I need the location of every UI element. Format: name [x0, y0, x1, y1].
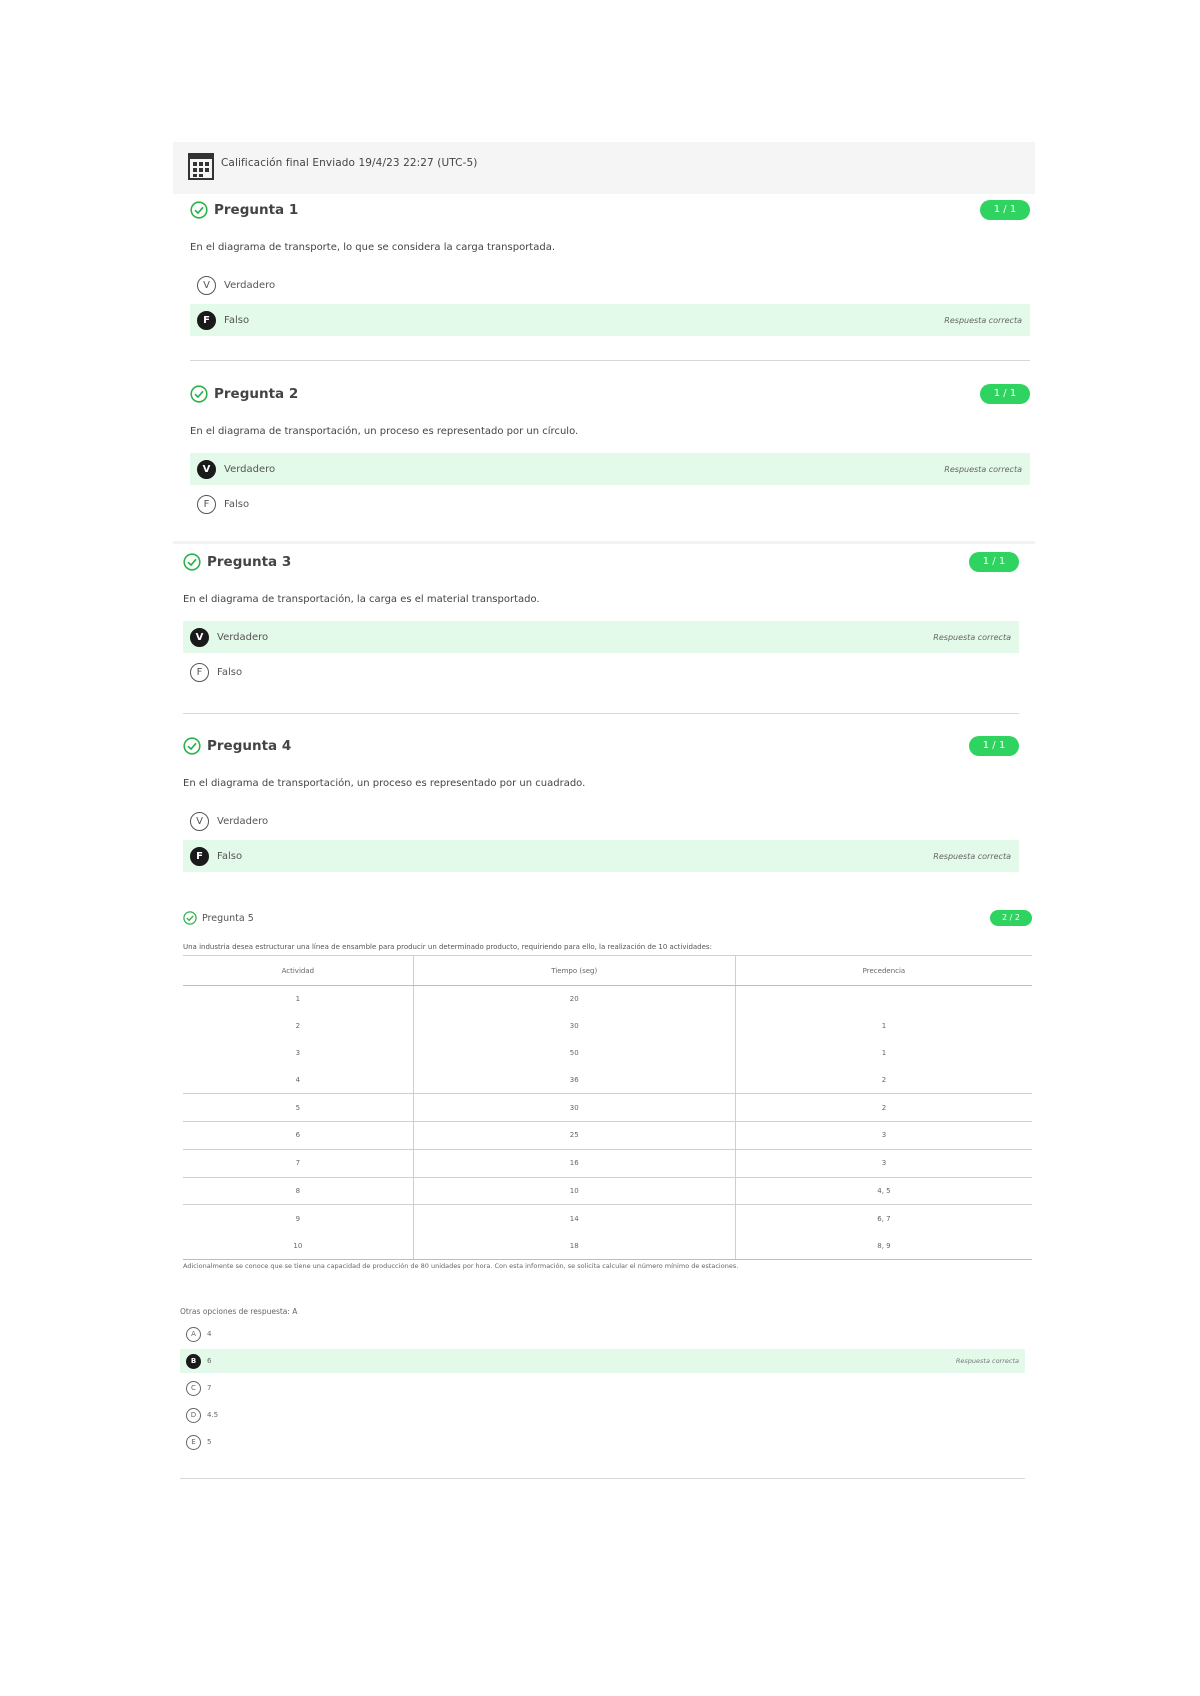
question-statement: En el diagrama de transporte, lo que se considera la carga transportada. — [190, 242, 556, 253]
option-label: 4.5 — [207, 1411, 219, 1419]
calendar-grid-icon — [187, 151, 215, 181]
option-verdadero[interactable] — [183, 621, 1019, 653]
divider — [183, 713, 1019, 714]
option-letter-circle: F — [190, 847, 209, 866]
table-row — [183, 1177, 1032, 1205]
option-label: 5 — [207, 1438, 212, 1446]
check-circle-icon — [183, 911, 197, 925]
correct-answer-label: Respuesta correcta — [944, 315, 1022, 325]
table-cell: 25 — [413, 1121, 735, 1149]
table-cell: 20 — [413, 986, 735, 1013]
score-badge: 2 / 2 — [990, 910, 1032, 926]
option-letter-circle: B — [186, 1354, 201, 1369]
question-1 — [190, 199, 1030, 339]
option-verdadero[interactable] — [183, 805, 1019, 837]
question-title: Pregunta 2 — [214, 386, 299, 402]
score-badge: 1 / 1 — [969, 736, 1019, 756]
question-title: Pregunta 1 — [214, 202, 299, 218]
score-badge: 1 / 1 — [980, 384, 1030, 404]
option-label: Verdadero — [217, 815, 269, 827]
question-statement: En el diagrama de transportación, un proceso es representado por un círculo. — [190, 426, 579, 437]
option-d[interactable] — [180, 1403, 1025, 1427]
correct-answer-label: Respuesta correcta — [955, 1357, 1019, 1365]
table-row — [183, 986, 1032, 1013]
table-cell: 9 — [295, 1214, 301, 1223]
table-cell: 4 — [183, 1066, 413, 1093]
table-row — [183, 1013, 1032, 1040]
question-5-header — [183, 910, 254, 926]
table-cell: 10 — [183, 1232, 413, 1259]
option-label: Falso — [224, 314, 250, 326]
question-4 — [183, 735, 1021, 875]
question-2 — [190, 383, 1030, 523]
table-cell: 4, 5 — [735, 1177, 1032, 1205]
question-3 — [183, 551, 1021, 691]
question-title: Pregunta 4 — [207, 738, 292, 754]
table-row — [183, 1121, 1032, 1149]
table-cell: 1 — [295, 995, 301, 1004]
option-letter-circle: V — [190, 628, 209, 647]
column-header: Tiempo (seg) — [413, 956, 735, 986]
check-circle-icon — [190, 385, 208, 403]
table-cell: 8 — [183, 1177, 413, 1205]
table-cell: 10 — [413, 1177, 735, 1205]
column-header: Actividad — [183, 956, 413, 986]
table-cell: 14 — [413, 1205, 735, 1232]
option-letter-circle: A — [186, 1327, 201, 1342]
table-cell: 18 — [413, 1232, 735, 1259]
option-falso[interactable] — [183, 656, 1019, 688]
check-circle-icon — [183, 553, 201, 571]
option-label: Falso — [217, 666, 243, 678]
table-row — [183, 1205, 1032, 1232]
table-cell: 5 — [183, 1094, 413, 1122]
question-header — [190, 383, 298, 405]
divider — [180, 1478, 1025, 1479]
option-label: Verdadero — [217, 631, 269, 643]
table-cell: 50 — [413, 1040, 735, 1067]
option-label: Verdadero — [224, 463, 276, 475]
option-label: 4 — [207, 1330, 212, 1338]
question-header — [183, 735, 291, 757]
table-cell: 2 — [735, 1094, 1032, 1122]
option-label: 6 — [207, 1357, 212, 1365]
option-falso[interactable] — [183, 840, 1019, 872]
option-letter-circle: V — [197, 276, 216, 295]
table-header-row — [183, 956, 1032, 986]
table-row — [183, 1232, 1032, 1259]
page-separator — [173, 541, 1035, 544]
option-letter-circle: V — [190, 812, 209, 831]
option-letter-circle: D — [186, 1408, 201, 1423]
question-note: Adicionalmente se conoce que se tiene una capacidad de producción de 80 unidades por hora. Con esta información, se solicita calcular el número mínimo de estaciones. — [183, 1262, 739, 1270]
option-b[interactable] — [180, 1349, 1025, 1373]
option-label: Falso — [224, 498, 250, 510]
table-cell: 3 — [735, 1121, 1032, 1149]
question-title: Pregunta 3 — [207, 554, 292, 570]
table-row — [183, 1149, 1032, 1177]
question-title: Pregunta 5 — [202, 912, 254, 924]
option-label: Falso — [217, 850, 243, 862]
final-grade-header — [173, 142, 1035, 194]
table-cell: 2 — [295, 1022, 301, 1031]
table-cell — [735, 986, 1032, 1013]
option-letter-circle: F — [197, 495, 216, 514]
divider — [190, 360, 1030, 361]
option-label: Verdadero — [224, 279, 276, 291]
table-cell: 6, 7 — [735, 1205, 1032, 1232]
table-row — [183, 1094, 1032, 1122]
table-cell: 8, 9 — [735, 1232, 1032, 1259]
option-letter-circle: F — [197, 311, 216, 330]
table-cell: 1 — [735, 1040, 1032, 1067]
check-circle-icon — [183, 737, 201, 755]
final-grade-text: Calificación final Enviado 19/4/23 22:27 (UTC-5) — [221, 157, 478, 169]
table-cell: 30 — [413, 1094, 735, 1122]
question-statement: En el diagrama de transportación, la carga es el material transportado. — [183, 594, 540, 605]
table-cell: 7 — [183, 1149, 413, 1177]
table-cell: 6 — [183, 1121, 413, 1149]
answer-options-label: Otras opciones de respuesta: A — [180, 1307, 298, 1316]
score-badge: 1 / 1 — [980, 200, 1030, 220]
option-letter-circle: C — [186, 1381, 201, 1396]
table-cell: 3 — [295, 1048, 301, 1057]
question-statement: En el diagrama de transportación, un proceso es representado por un cuadrado. — [183, 778, 586, 789]
option-verdadero[interactable] — [190, 269, 1030, 301]
table-row — [183, 1066, 1032, 1093]
option-a[interactable] — [180, 1322, 1025, 1346]
table-cell: 30 — [413, 1013, 735, 1040]
correct-answer-label: Respuesta correcta — [933, 632, 1011, 642]
correct-answer-label: Respuesta correcta — [933, 851, 1011, 861]
option-falso[interactable] — [190, 304, 1030, 336]
option-letter-circle: E — [186, 1435, 201, 1450]
question-header — [190, 199, 298, 221]
option-letter-circle: V — [197, 460, 216, 479]
option-c[interactable] — [180, 1376, 1025, 1400]
table-row — [183, 1040, 1032, 1067]
option-label: 7 — [207, 1384, 212, 1392]
activities-table — [183, 955, 1032, 1260]
question-header — [183, 551, 291, 573]
correct-answer-label: Respuesta correcta — [944, 464, 1022, 474]
table-cell: 36 — [413, 1066, 735, 1093]
table-cell: 1 — [735, 1013, 1032, 1040]
score-badge: 1 / 1 — [969, 552, 1019, 572]
option-falso[interactable] — [190, 488, 1030, 520]
table-cell: 16 — [413, 1149, 735, 1177]
option-verdadero[interactable] — [190, 453, 1030, 485]
column-header: Precedencia — [735, 956, 1032, 986]
option-letter-circle: F — [190, 663, 209, 682]
check-circle-icon — [190, 201, 208, 219]
question-statement: Una industria desea estructurar una línea de ensamble para producir un determinado producto, requiriendo para ello, la realización de 10 actividades: — [183, 943, 712, 951]
option-e[interactable] — [180, 1430, 1025, 1454]
table-cell: 2 — [735, 1066, 1032, 1093]
table-cell: 3 — [735, 1149, 1032, 1177]
